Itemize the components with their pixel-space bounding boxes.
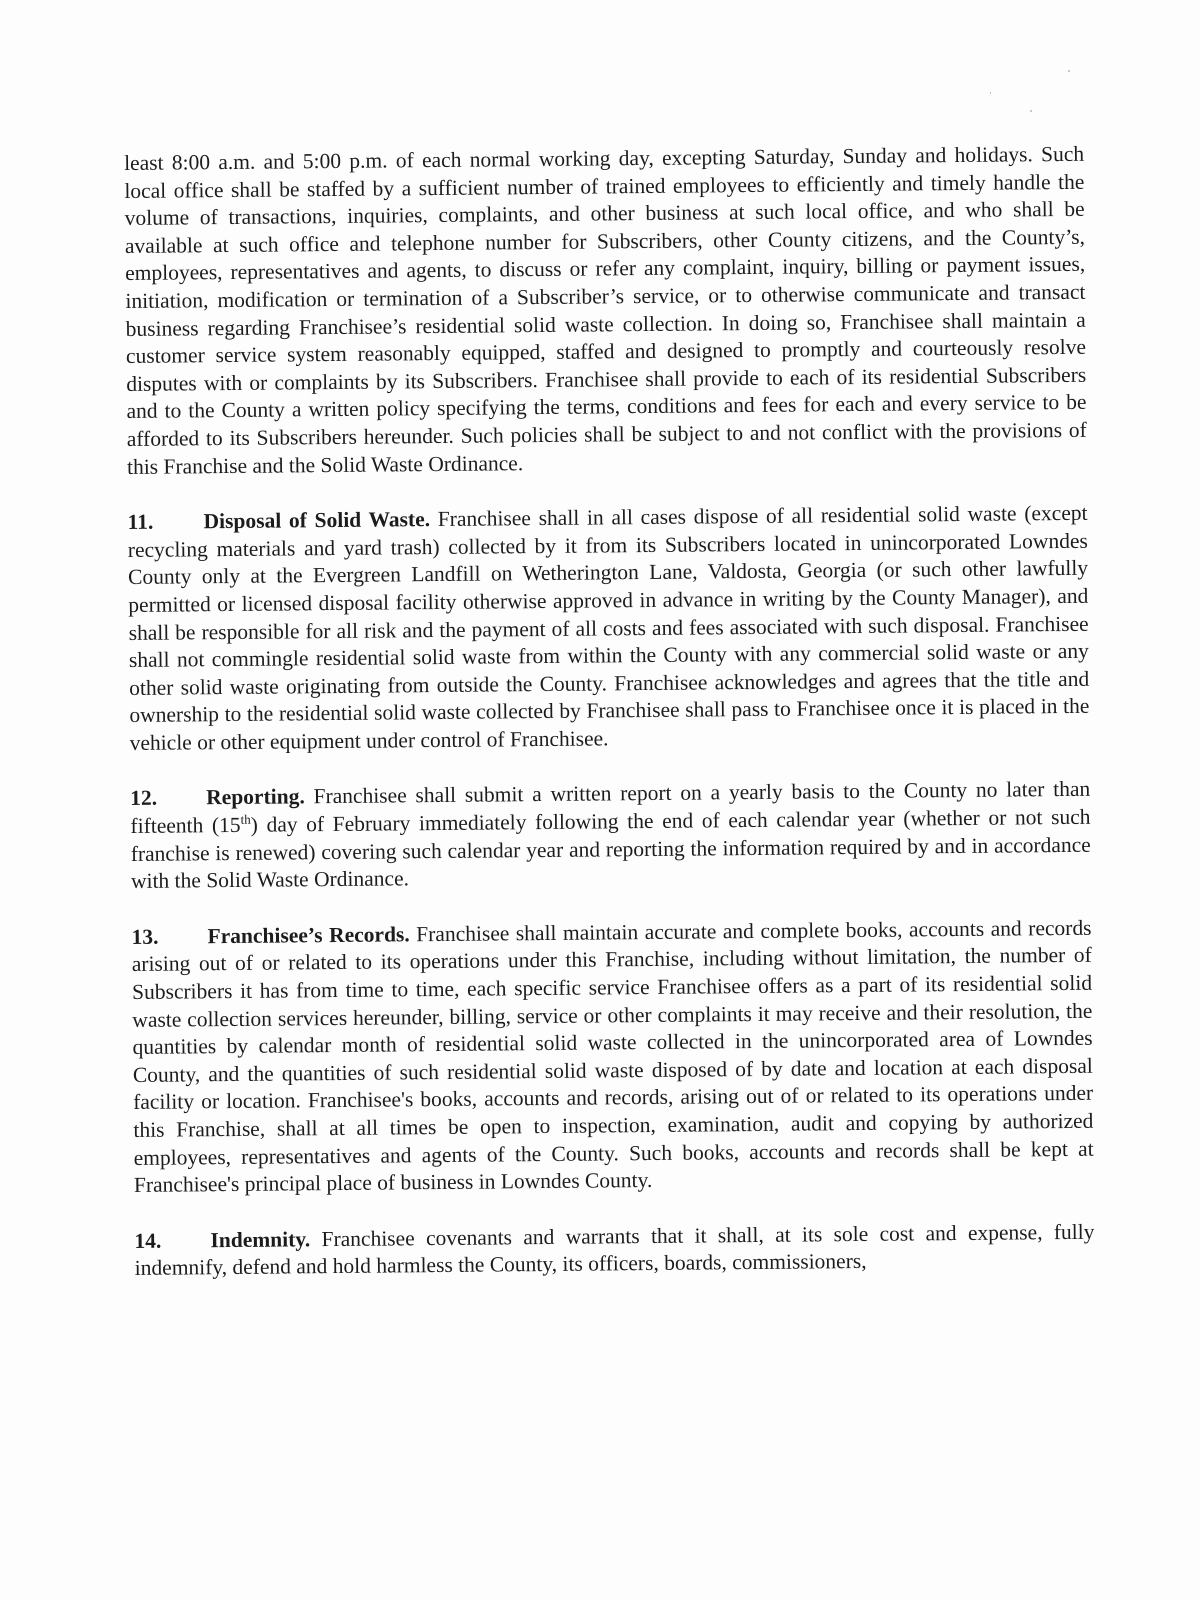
scan-speck [1030,110,1032,112]
section-number: 11. [127,509,154,535]
scan-speck [1068,70,1070,72]
section-body: Franchisee shall maintain accurate and complete books, accounts and records arising out of or related to its operations under this Franchise, including without limitation, the number of Subscribers it has from time to time, each specific service Franchisee offers as a part of its residential solid waste collection services hereunder, billing, service or other complaints it may receive and their resolution, the quantities by calendar month of residential solid waste collected in the unincorporated area of Lowndes County, and the quantities of such residential solid waste disposed of by date and location at each disposal facility or location. Franchisee's books, accounts and records, arising out of or related to its operations under this Franchise, shall at all times be open to inspection, examination, audit and copying by authorized employees, representatives and agents of the County. Such books, accounts and records shall be kept at Franchisee's principal place of business in Lowndes County. [131,915,1094,1198]
section-number: 12. [130,786,158,811]
section-body: Franchisee shall in all cases dispose of all residential solid waste (except recycling materials and yard trash) collected by it from its Subscribers located in unincorporated Lowndes County only at the Evergreen Landfill on Wetherington Lane, Valdosta, Georgia (or such other lawfully permitted or licensed disposal facility otherwise approved in advance in writing by the County Manager), and shall be responsible for all risk and the payment of all costs and fees associated with such disposal. Franchisee shall not commingle residential solid waste from within the County with any commercial solid waste or any other solid waste originating from outside the County. Franchisee acknowledges and agrees that the title and ownership to the residential solid waste collected by Franchisee shall pass to Franchisee once it is placed in the vehicle or other equipment under control of Franchisee. [127,500,1090,755]
section-body-continued: ) day of February immediately following the end of each calendar year (whether or not such franchise is renewed) covering such calendar year and reporting the information required by and in accordance with the Solid Waste Ordinance. [130,804,1091,894]
intro-paragraph: least 8:00 a.m. and 5:00 p.m. of each normal working day, excepting Saturday, Sunday and holidays. Such local office shall be staffed by a sufficient number of trained employees to efficiently and timely handle the volume of transactions, inquiries, complaints, and other business at such local office, and who shall be available at such office and telephone number for Subscribers, other County citizens, and the County’s, employees, representatives and agents, to discuss or refer any complaint, inquiry, billing or payment issues, initiation, modification or termination of a Subscriber’s service, or to otherwise communicate and transact business regarding Franchisee’s residential solid waste collection. In doing so, Franchisee shall maintain a customer service system reasonably equipped, staffed and designed to promptly and courteously resolve disputes with or complaints by its Subscribers. Franchisee shall provide to each of its residential Subscribers and to the County a written policy specifying the terms, conditions and fees for each and every service to be afforded to its Subscribers hereunder. Such policies shall be subject to and not conflict with the provisions of this Franchise and the Solid Waste Ordinance. [124,141,1087,479]
section-heading: Disposal of Solid Waste. [203,507,431,534]
section-13-records [131,915,1094,1200]
section-body: Franchisee covenants and warrants that it shall, at its sole cost and expense, fully indemnify, defend and hold harmless the County, its officers, boards, commissioners, [134,1219,1095,1281]
section-11-disposal [127,500,1089,758]
section-number: 13. [131,924,159,949]
section-heading: Indemnity. [210,1227,311,1253]
scan-speck [990,92,991,94]
section-number: 14. [134,1228,162,1253]
document-body [124,141,1095,1311]
section-12-reporting [130,776,1091,896]
section-heading: Franchisee’s Records. [207,922,410,949]
section-body: Franchisee shall submit a written report on a yearly basis to the County no later than fifteenth (15 [130,777,1091,839]
section-heading: Reporting. [206,784,305,810]
ordinal-superscript: th [240,811,251,827]
section-14-indemnity [134,1219,1094,1283]
